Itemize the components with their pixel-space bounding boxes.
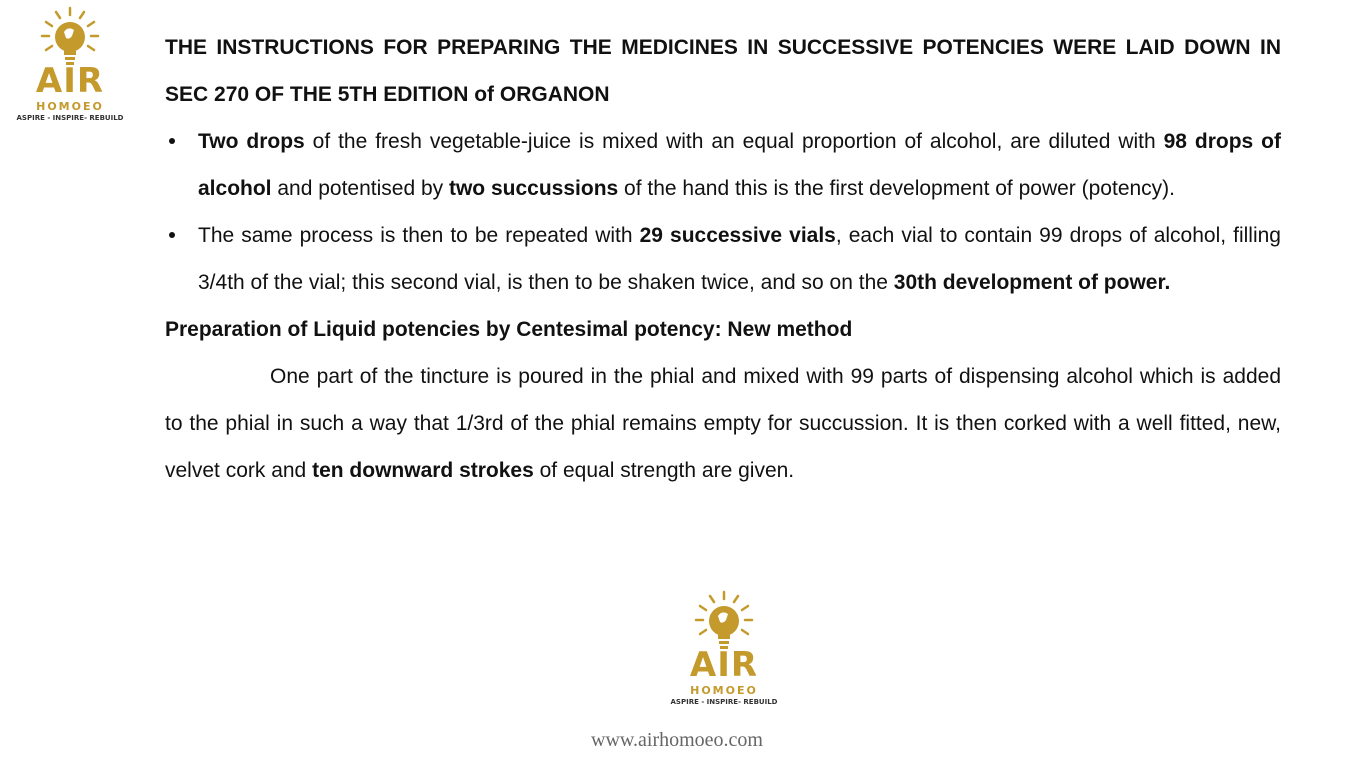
brand-logo-bottom (670, 590, 778, 706)
bullet-list (165, 118, 1281, 306)
slide-content (165, 24, 1281, 494)
bullet-text-bold: 30th development of power. (893, 271, 1171, 294)
brand-tagline: ASPIRE - INSPIRE- REBUILD (670, 698, 778, 706)
bullet-text-bold: Two drops (198, 130, 305, 153)
brand-logo-top (16, 6, 124, 122)
body-paragraph (165, 353, 1281, 494)
website-url: www.airhomoeo.com (591, 729, 763, 751)
paragraph-text-bold: ten downward strokes (312, 459, 534, 482)
brand-name: AIR (689, 645, 759, 685)
page-title: THE INSTRUCTIONS FOR PREPARING THE MEDICINES IN SUCCESSIVE POTENCIES WERE LAID DOWN IN SEC 270 OF THE 5TH EDITION of ORGANON (165, 36, 1281, 106)
bullet-item (165, 212, 1281, 306)
bullet-text: of the hand this is the first development of power (potency). (618, 177, 1176, 200)
paragraph-text: of equal strength are given. (533, 459, 795, 482)
paragraph-text: One part of the tincture is poured in the phial and mixed with 99 parts of dispensing alcohol which is added to the phial in such a way that 1/3rd of the phial remains empty for succussion. It is then corked with a well fitted, new, velvet cork and (165, 365, 1281, 482)
bullet-text: The same process is then to be repeated with (198, 224, 640, 247)
bullet-text: , each vial to contain 99 drops of alcohol, filling 3/4th of the vial; this second vial, is then to be shaken twice, and so on the (198, 224, 1281, 294)
bullet-text: and potentised by (271, 177, 449, 200)
bullet-text-bold: 29 successive vials (639, 224, 836, 247)
bullet-item (165, 118, 1281, 212)
bullet-text: of the fresh vegetable-juice is mixed with an equal proportion of alcohol, are diluted with (304, 130, 1164, 153)
section-subheading: Preparation of Liquid potencies by Centesimal potency: New method (165, 318, 853, 341)
bulb-icon (688, 590, 760, 652)
bulb-icon (34, 6, 106, 68)
bullet-text-bold: 98 drops of alcohol (198, 130, 1281, 200)
brand-subname: HOMOEO (36, 100, 104, 113)
brand-subname: HOMOEO (690, 684, 758, 697)
brand-tagline: ASPIRE - INSPIRE- REBUILD (16, 114, 124, 122)
brand-name: AIR (35, 61, 105, 101)
bullet-text-bold: two succussions (448, 177, 619, 200)
